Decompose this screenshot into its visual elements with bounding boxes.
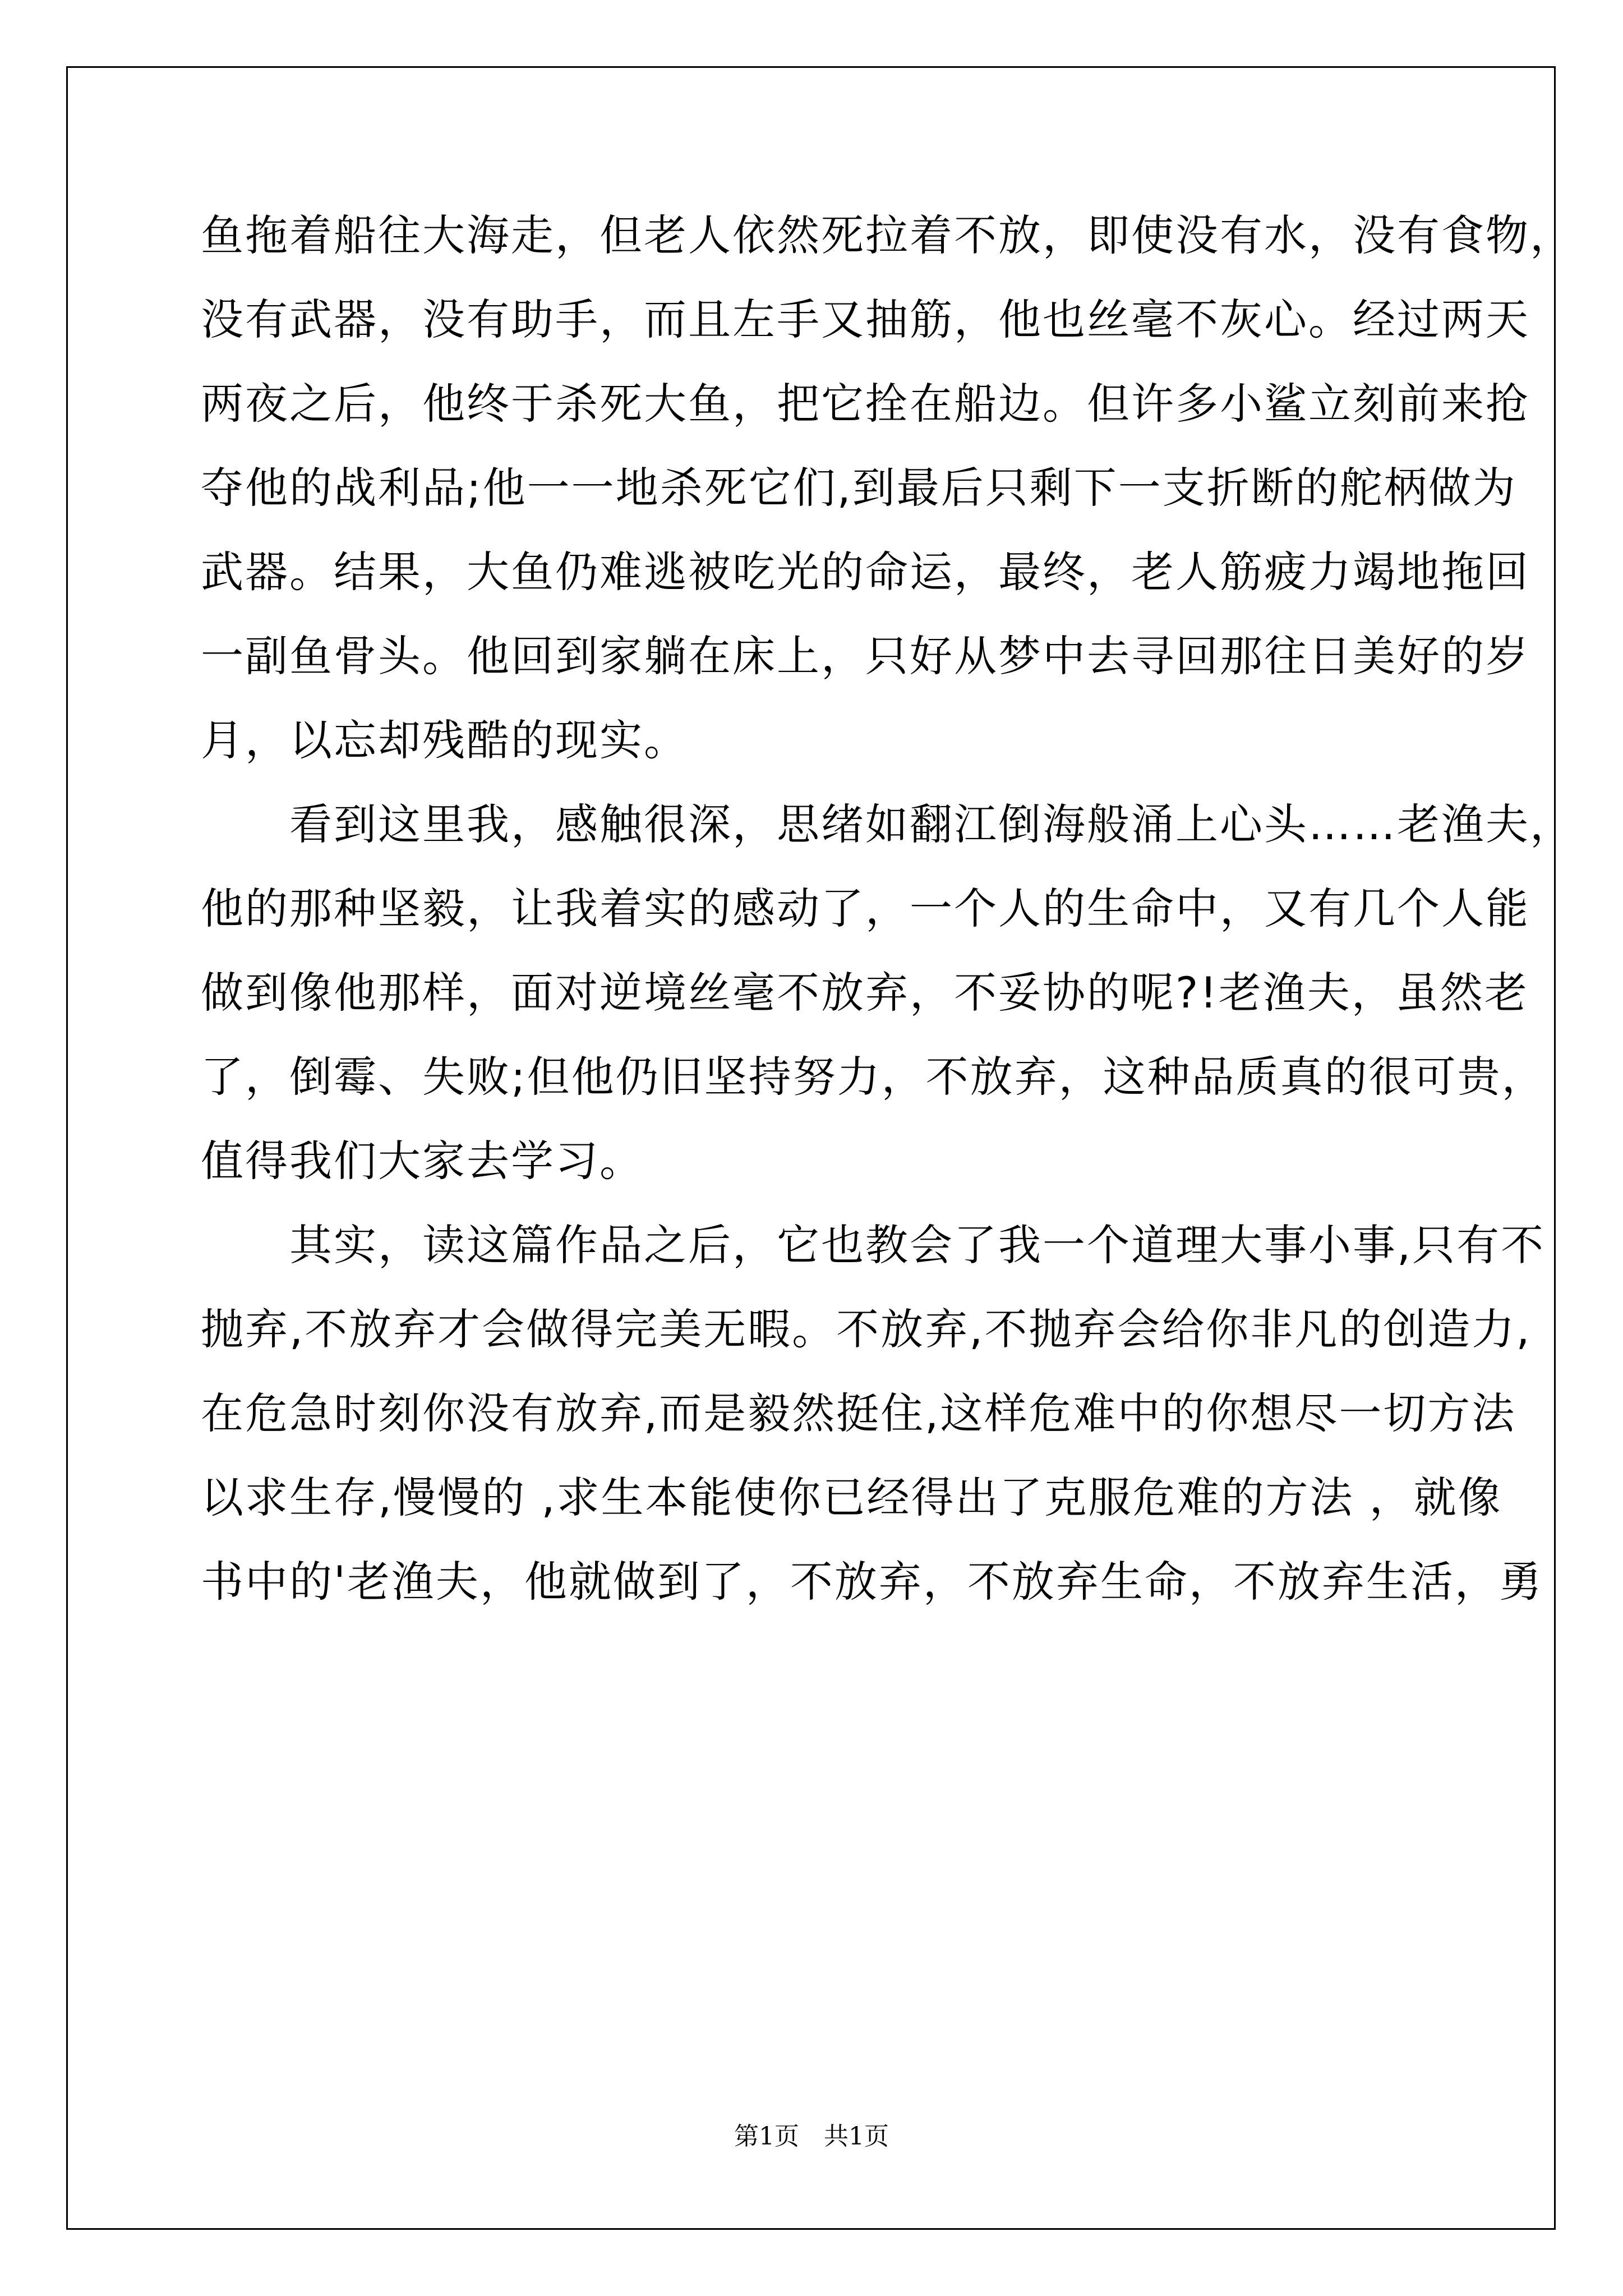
text-line: 月，以忘却残酷的现实。 [201, 715, 688, 765]
text-line: 鱼拖着船往大海走，但老人依然死拉着不放，即使没有水，没有食物， [201, 210, 1574, 260]
text-line: 夺他的战利品;他一一地杀死它们,到最后只剩下一支折断的舵柄做为 [201, 463, 1517, 513]
text-line: 没有武器，没有助手，而且左手又抽筋，他也丝毫不灰心。经过两天 [201, 295, 1530, 344]
text-line: 做到像他那样，面对逆境丝毫不放弃，不妥协的呢?!老渔夫，虽然老 [201, 968, 1529, 1018]
text-line: 武器。结果，大鱼仍难逃被吃光的命运，最终，老人筋疲力竭地拖回 [201, 547, 1530, 597]
text-line: 以求生存,慢慢的 ,求生本能使你已经得出了克服危难的方法 ，就像 [201, 1473, 1502, 1522]
text-line: 他的那种坚毅，让我着实的感动了，一个人的生命中，又有几个人能 [201, 884, 1530, 933]
text-line: 书中的'老渔夫，他就做到了，不放弃，不放弃生命，不放弃生活，勇 [201, 1557, 1543, 1607]
text-line: 在危急时刻你没有放弃,而是毅然挺住,这样危难中的你想尽一切方法 [201, 1388, 1516, 1438]
page-footer: 第1页 共1页 [734, 2122, 889, 2151]
text-line: 一副鱼骨头。他回到家躺在床上，只好从梦中去寻回那往日美好的岁 [201, 631, 1530, 681]
text-line: 看到这里我，感触很深，思绪如翻江倒海般涌上心头……老渔夫， [201, 799, 1574, 849]
text-line: 两夜之后，他终于杀死大鱼，把它拴在船边。但许多小鲨立刻前来抢 [201, 379, 1530, 429]
text-line: 了，倒霉、失败;但他仍旧坚持努力，不放弃，这种品质真的很可贵， [201, 1052, 1546, 1102]
text-line: 其实，读这篇作品之后，它也教会了我一个道理大事小事,只有不 [201, 1220, 1546, 1270]
text-line: 抛弃,不放弃才会做得完美无暇。不放弃,不抛弃会给你非凡的创造力, [201, 1304, 1532, 1354]
text-line: 值得我们大家去学习。 [201, 1136, 644, 1186]
